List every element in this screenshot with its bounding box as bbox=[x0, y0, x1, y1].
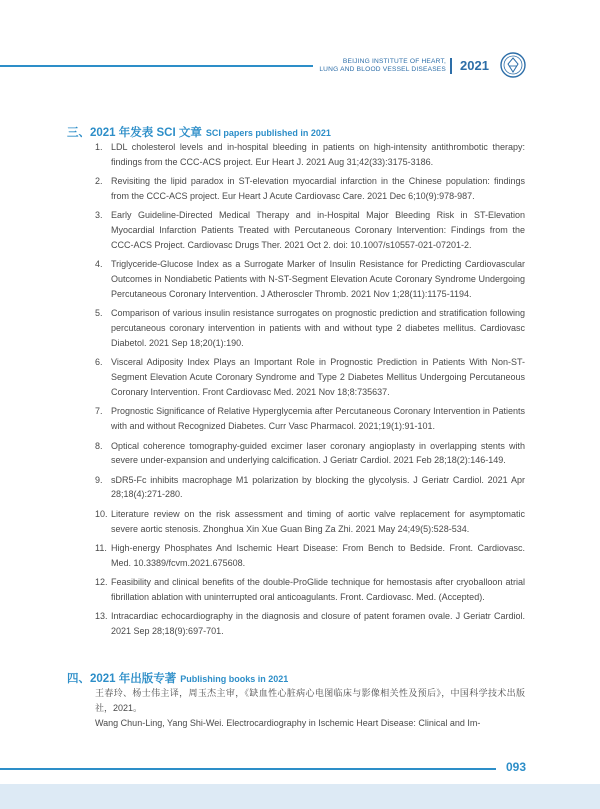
reference-number: 7. bbox=[95, 406, 103, 417]
book-list bbox=[95, 686, 525, 731]
reference-text: LDL cholesterol levels and in-hospital bleeding in patients on high-intensity antithrombotic therapy: findings from the CCC-ACS project. Eur Heart J. 2021 Aug 31;42(33):3175-3186. bbox=[111, 142, 525, 167]
reference-text: Triglyceride-Glucose Index as a Surrogate Marker of Insulin Resistance for Predicting Cardiovascular Outcomes in Nondiabetic Patients with N-ST-Segment Elevation Acute Coronary Syndrome Undergoing Percutaneous Coronary Intervention. J Atheroscler Thromb. 2021 Nov 1;28(11):1175-1194. bbox=[111, 259, 525, 299]
reference-text: Early Guideline-Directed Medical Therapy and in-Hospital Major Bleeding Risk in ST-Elevation Myocardial Infarction Patients Treated with Percutaneous Coronary Intervention: Findings from the CCC-ACS Project. Cardiovasc Drugs Ther. 2021 Oct 2. doi: 10.1007/s10557-021-07201-2. bbox=[111, 210, 525, 250]
section-title-books-cn: 四、2021 年出版专著 bbox=[67, 673, 177, 685]
reference-number: 3. bbox=[95, 210, 103, 221]
reference-number: 11. bbox=[95, 543, 107, 554]
reference-text: Optical coherence tomography-guided excimer laser coronary angioplasty in overlapping stents with severe under-expansion and underlying calcification. J Geriatr Cardiol. 2021 Feb 28;18(2):146-149. bbox=[111, 440, 525, 466]
header-rule bbox=[0, 65, 313, 67]
section-title-books-en: Publishing books in 2021 bbox=[180, 674, 289, 684]
reference-item bbox=[95, 404, 525, 434]
book-entry: Wang Chun-Ling, Yang Shi-Wei. Electrocardiography in Ischemic Heart Disease: Clinical and Im- bbox=[95, 718, 481, 728]
reference-item bbox=[95, 257, 525, 301]
reference-item bbox=[95, 575, 525, 605]
reference-text: Prognostic Significance of Relative Hyperglycemia after Percutaneous Coronary Intervention in Patients with and without Recognized Diabetes. Curr Vasc Pharmacol. 2021;19(1):91-101. bbox=[111, 406, 525, 432]
reference-number: 10. bbox=[95, 508, 108, 519]
reference-text: Literature review on the risk assessment and timing of aortic valve replacement for asymptomatic severe aortic stenosis. Zhonghua Xin Xue Guan Bing Za Zhi. 2021 May 24;49(5):528-534. bbox=[111, 508, 525, 534]
reference-list bbox=[95, 140, 525, 644]
reference-number: 1. bbox=[95, 142, 103, 152]
reference-number: 4. bbox=[95, 259, 103, 270]
reference-number: 2. bbox=[95, 176, 103, 187]
reference-item bbox=[95, 174, 525, 204]
reference-number: 5. bbox=[95, 308, 103, 319]
reference-item bbox=[95, 473, 525, 503]
reference-number: 12. bbox=[95, 577, 108, 588]
header-divider bbox=[450, 58, 452, 74]
reference-number: 8. bbox=[95, 440, 103, 451]
footer-band bbox=[0, 784, 600, 809]
section-title-sci bbox=[67, 124, 331, 140]
reference-text: Visceral Adiposity Index Plays an Important Role in Prognostic Prediction in Patients With Non-ST-Segment Elevation Acute Coronary Syndrome and Type 2 Diabetes Mellitus Undergoing Percutaneous Coronary Intervention. Front Cardiovasc Med. 2021 Nov 18;8:735637. bbox=[111, 357, 525, 397]
institute-name bbox=[319, 58, 446, 74]
footer-rule bbox=[0, 768, 496, 770]
reference-item bbox=[95, 306, 525, 350]
reference-text: Feasibility and clinical benefits of the double-ProGlide technique for hemostasis after cryoballoon atrial fibrillation ablation with uninterrupted oral anticoagulants. Front. Cardiovasc. Med. (Accepted). bbox=[111, 577, 525, 603]
reference-text: sDR5-Fc inhibits macrophage M1 polarization by blocking the glycolysis. J Geriatr Cardiol. 2021 Apr 28;18(4):271-280. bbox=[111, 474, 525, 500]
section-title-sci-cn: 三、2021 年发表 SCI 文章 bbox=[67, 127, 202, 139]
reference-item bbox=[95, 140, 525, 170]
book-entry: 王春玲、杨士伟主译，周玉杰主审，《缺血性心脏病心电图临床与影像相关性及预后》，中国科学技术出版社，2021。 bbox=[95, 688, 525, 713]
reference-item bbox=[95, 507, 525, 537]
reference-number: 13. bbox=[95, 611, 108, 622]
reference-item bbox=[95, 541, 525, 571]
reference-number: 6. bbox=[95, 357, 103, 368]
reference-text: Comparison of various insulin resistance surrogates on prognostic prediction and stratification following percutaneous coronary intervention in patients with and without type 2 diabetes mellitus. Cardiovasc Diabetol. 2021 Sep 18;20(1):190. bbox=[111, 308, 525, 348]
institute-logo-icon bbox=[500, 52, 526, 78]
section-title-sci-en: SCI papers published in 2021 bbox=[205, 128, 331, 138]
institute-name-line1: BEIJING INSTITUTE OF HEART, bbox=[342, 58, 446, 65]
reference-text: High-energy Phosphates And Ischemic Heart Disease: From Bench to Bedside. Front. Cardiovasc. Med. 10.3389/fcvm.2021.675608. bbox=[111, 543, 525, 568]
reference-item bbox=[95, 355, 525, 399]
section-title-books bbox=[67, 670, 288, 686]
reference-text: Revisiting the lipid paradox in ST-elevation myocardial infarction in the Chinese population: findings from the CCC-ACS project. Eur Heart J Acute Cardiovasc Care. 2021 Dec 6;10(9):978-987. bbox=[111, 176, 525, 201]
page-number: 093 bbox=[506, 760, 527, 774]
header-year: 2021 bbox=[460, 58, 489, 73]
reference-text: Intracardiac echocardiography in the diagnosis and closure of patent foramen ovale. J Geriatr Cardiol. 2021 Sep 28;18(9):697-701. bbox=[111, 611, 525, 637]
reference-number: 9. bbox=[95, 474, 103, 485]
reference-item bbox=[95, 208, 525, 252]
reference-item bbox=[95, 439, 525, 469]
reference-item bbox=[95, 609, 525, 639]
institute-name-line2: LUNG AND BLOOD VESSEL DISEASES bbox=[319, 66, 446, 73]
